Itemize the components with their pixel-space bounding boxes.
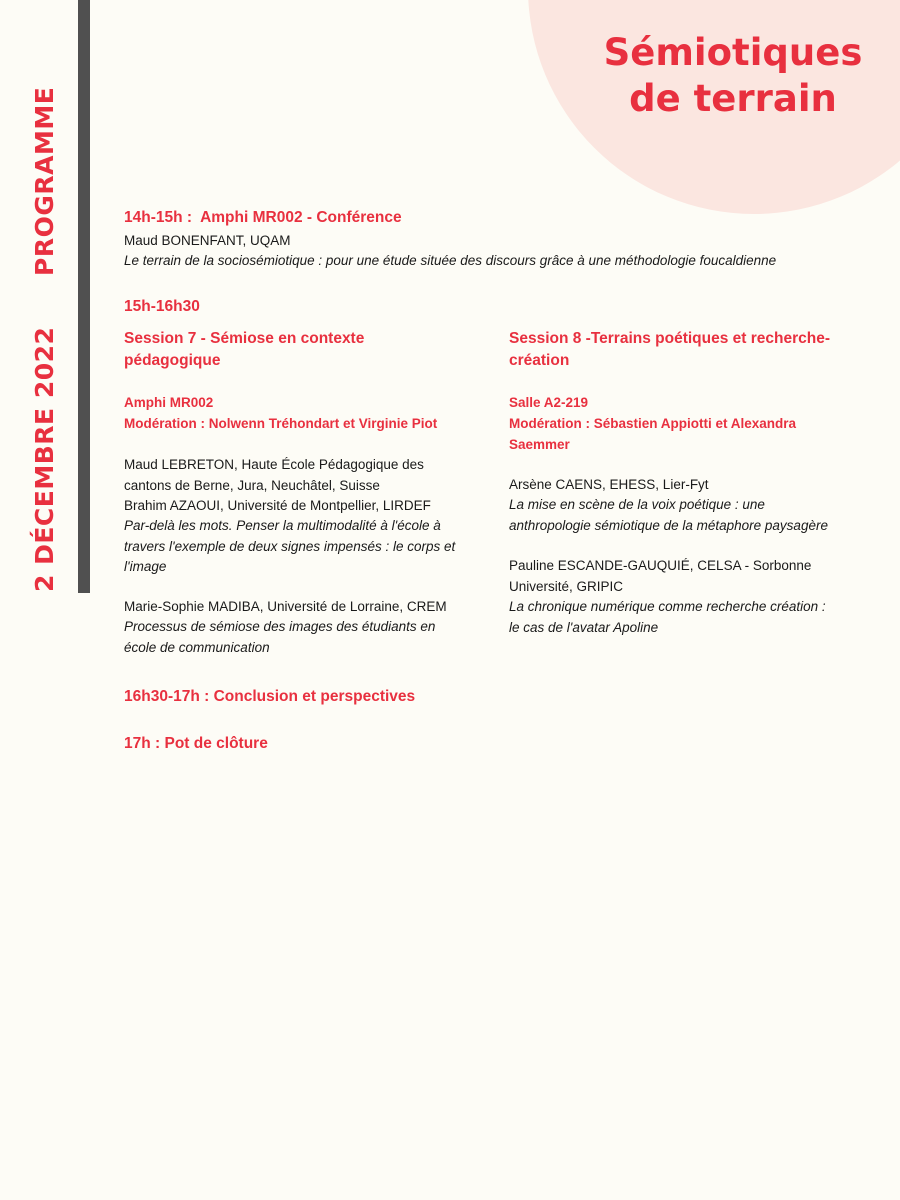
title-line-1: Sémiotiques xyxy=(603,31,863,74)
author-line: Maud LEBRETON, Haute École Pédagogique des xyxy=(124,457,424,472)
session-8-talk-2-title xyxy=(509,597,879,638)
session-8-title-line-1: Session 8 -Terrains poétiques et recherche- xyxy=(509,330,831,347)
slot-time: 15h-16h30 xyxy=(124,298,200,315)
session-7-title xyxy=(124,328,494,372)
title-line: Processus de sémiose des images des étudiants en xyxy=(124,619,436,634)
side-banner xyxy=(22,32,68,592)
session-7-talk-2-title xyxy=(124,617,494,658)
session-7-room: Amphi MR002 xyxy=(124,395,214,410)
title-line: travers l'exemple de deux signes impensés : le corps et xyxy=(124,538,456,554)
conference-talk: Le terrain de la sociosémiotique : pour une étude située des discours grâce à une méthodologie foucaldienne xyxy=(124,253,777,268)
closing-pot-heading: 17h : Pot de clôture xyxy=(124,735,268,752)
author-line: Brahim AZAOUI, Université de Montpellier, LIRDEF xyxy=(124,498,431,513)
session-7-talk-1-title xyxy=(124,516,494,578)
page-title xyxy=(570,30,896,122)
session-8-talk-1-author: Arsène CAENS, EHESS, Lier-Fyt xyxy=(509,477,709,492)
author-line: Pauline ESCANDE-GAUQUIÉ, CELSA - Sorbonne xyxy=(509,558,812,573)
moderation-line: Modération : Sébastien Appiotti et Alexandra xyxy=(509,416,797,431)
session-8-title xyxy=(509,328,879,372)
session-7-talk-2-author: Marie-Sophie MADIBA, Université de Lorraine, CREM xyxy=(124,599,447,614)
title-line: école de communication xyxy=(124,639,270,655)
title-line: le cas de l'avatar Apoline xyxy=(509,619,659,635)
session-7-talk-1-authors xyxy=(124,455,494,517)
session-7-title-line-2: pédagogique xyxy=(124,352,221,369)
title-line: La chronique numérique comme recherche création : xyxy=(509,599,826,614)
conference-speaker: Maud BONENFANT, UQAM xyxy=(124,233,291,248)
session-8-talk-1-title xyxy=(509,495,879,536)
conclusion-heading: 16h30-17h : Conclusion et perspectives xyxy=(124,688,416,705)
session-8-room: Salle A2-219 xyxy=(509,395,589,410)
session-8-moderation xyxy=(509,414,879,455)
title-line-2: de terrain xyxy=(629,77,837,120)
side-date: 2 DÉCEMBRE 2022 xyxy=(30,326,59,592)
title-line: anthropologie sémiotique de la métaphore paysagère xyxy=(509,517,828,533)
title-line: l'image xyxy=(124,559,167,574)
session-8-title-line-2: création xyxy=(509,352,570,369)
conference-heading: 14h-15h : Amphi MR002 - Conférence xyxy=(124,209,402,226)
author-line: cantons de Berne, Jura, Neuchâtel, Suisse xyxy=(124,477,380,493)
moderation-line: Saemmer xyxy=(509,436,570,452)
session-7-moderation: Modération : Nolwenn Tréhondart et Virginie Piot xyxy=(124,416,438,431)
vertical-bar xyxy=(78,0,90,593)
session-8-talk-2-author xyxy=(509,556,879,597)
title-line: Par-delà les mots. Penser la multimodalité à l'école à xyxy=(124,518,441,533)
session-7-title-line-1: Session 7 - Sémiose en contexte xyxy=(124,330,365,347)
author-line: Université, GRIPIC xyxy=(509,578,624,594)
title-line: La mise en scène de la voix poétique : une xyxy=(509,497,765,512)
side-programme: PROGRAMME xyxy=(30,86,59,276)
